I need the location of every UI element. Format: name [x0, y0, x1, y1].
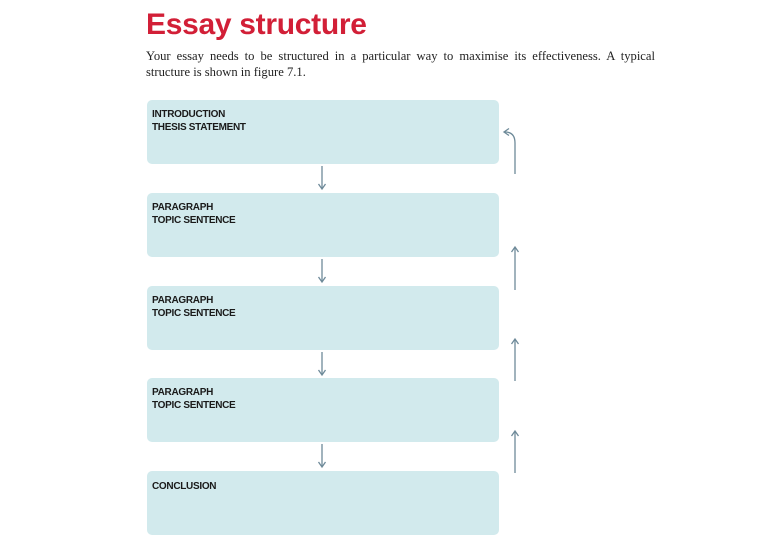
- up-arrow-1: [512, 247, 519, 290]
- up-arrow-3: [512, 431, 519, 473]
- box-introduction-line1: INTRODUCTION: [152, 109, 226, 120]
- page-title: Essay structure: [146, 8, 367, 41]
- return-arrow-curve: [504, 129, 515, 175]
- box-paragraph-3-line1: PARAGRAPH: [152, 387, 214, 398]
- up-arrow-2: [512, 339, 519, 381]
- box-paragraph-1-line2: TOPIC SENTENCE: [152, 214, 236, 226]
- box-conclusion-line1: CONCLUSION: [152, 481, 217, 492]
- box-paragraph-2-line2: TOPIC SENTENCE: [152, 307, 236, 319]
- down-arrow-4: [319, 444, 326, 467]
- box-paragraph-3-line2: TOPIC SENTENCE: [152, 399, 236, 411]
- box-introduction-line2: THESIS STATEMENT: [152, 121, 246, 133]
- down-arrow-3: [319, 352, 326, 375]
- box-paragraph-1-line1: PARAGRAPH: [152, 202, 214, 213]
- down-arrow-1: [319, 166, 326, 189]
- box-paragraph-2-line1: PARAGRAPH: [152, 295, 214, 306]
- intro-paragraph: Your essay needs to be structured in a particular way to maximise its effectiveness. A typical structure is shown in figure 7.1.: [146, 49, 655, 79]
- down-arrow-2: [319, 259, 326, 282]
